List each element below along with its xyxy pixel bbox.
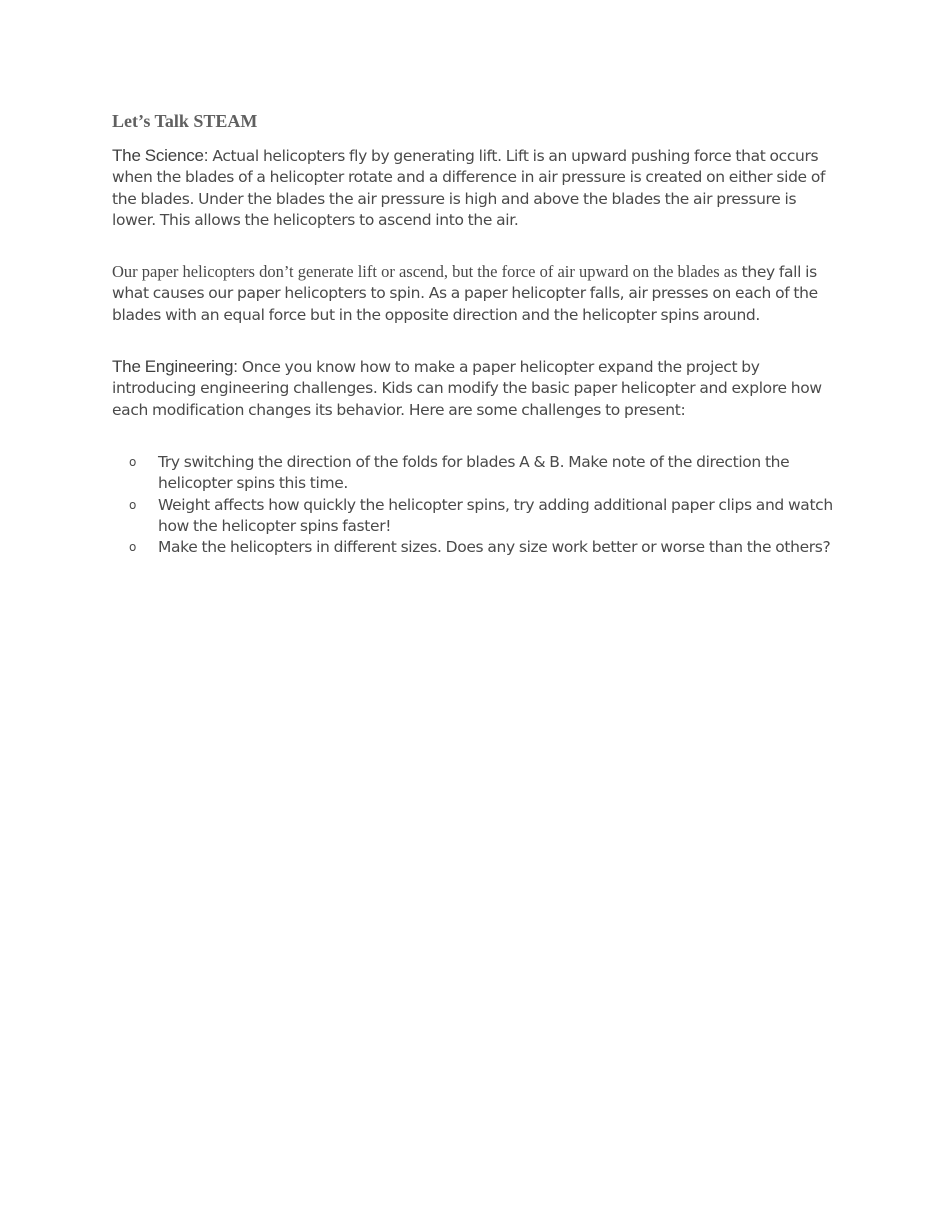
list-item xyxy=(112,452,842,495)
science-paragraph xyxy=(112,145,842,231)
challenge-text: Try switching the direction of the folds for blades A & B. Make note of the direction the helicopter spins this time. xyxy=(158,452,790,493)
science-text: Actual helicopters fly by generating lift. Lift is an upward pushing force that occurs when the blades of a helicopter rotate and a difference in air pressure is created on either side of the blades. Under the blades the air pressure is high and above the blades the air pressure is lower. This allows the helicopters to ascend into the air. xyxy=(112,147,826,229)
circle-bullet-icon: o xyxy=(129,540,136,555)
list-item xyxy=(112,495,842,538)
paper-helicopter-paragraph xyxy=(112,261,842,326)
document-page xyxy=(112,108,842,558)
challenge-list xyxy=(112,452,842,558)
engineering-paragraph xyxy=(112,356,842,421)
science-label: The Science: xyxy=(112,146,209,165)
engineering-label: The Engineering: xyxy=(112,357,238,377)
challenge-text: Weight affects how quickly the helicopter spins, try adding additional paper clips and watch how the helicopter spins faster! xyxy=(158,495,833,535)
circle-bullet-icon: o xyxy=(129,497,136,512)
circle-bullet-icon: o xyxy=(129,454,136,469)
page-title: Let’s Talk STEAM xyxy=(112,111,258,131)
challenge-text: Make the helicopters in different sizes. Does any size work better or worse than the others? xyxy=(158,538,831,557)
paper-helicopter-text: they fall is what causes our paper helicopters to spin. As a paper helicopter falls, air presses on each of the blades with an equal force but in the opposite direction and the helicopter spins around. xyxy=(112,263,818,324)
engineering-text: Once you know how to make a paper helicopter expand the project by introducing engineering challenges. Kids can modify the basic paper helicopter and explore how each modification changes its behavior. Here are some challenges to present: xyxy=(112,358,822,419)
paper-helicopter-text-serif: Our paper helicopters don’t generate lift or ascend, but the force of air upward on the blades as xyxy=(112,262,738,282)
list-item xyxy=(112,537,842,558)
